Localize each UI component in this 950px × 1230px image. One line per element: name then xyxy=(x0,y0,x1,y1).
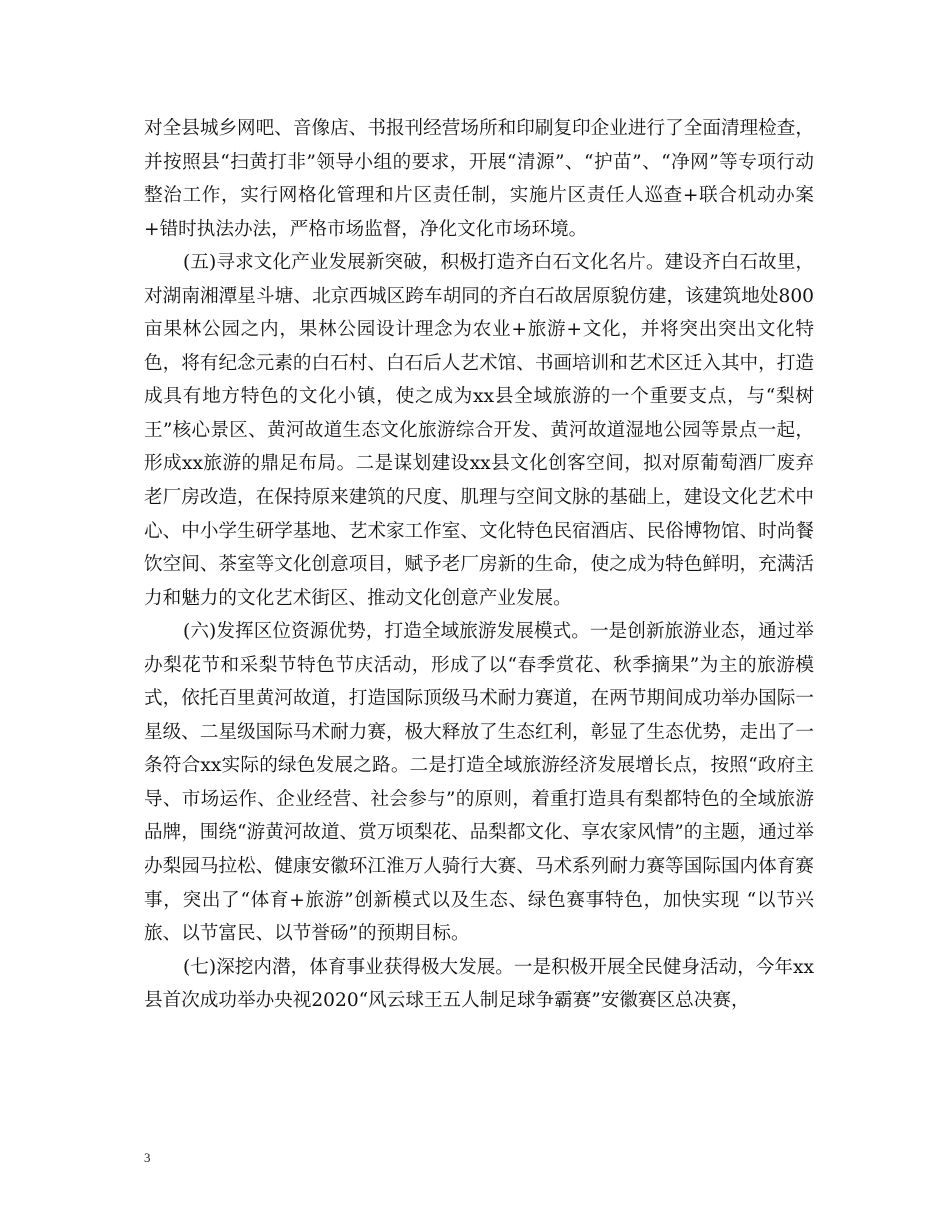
paragraph-1: 对全县城乡网吧、音像店、书报刊经营场所和印刷复印企业进行了全面清理检查，并按照县“扫黄打非”领导小组的要求，开展“清源”、“护苗”、“净网”等专项行动整治工作，实行网格化管理和片区责任制，实施片区责任人巡查+联合机动办案+错时执法办法，严格市场监督，净化文化市场环境。 xyxy=(144,118,814,240)
page-number: 3 xyxy=(144,1150,151,1165)
document-body xyxy=(144,112,814,1018)
paragraph-3: (六)发挥区位资源优势，打造全域旅游发展模式。一是创新旅游业态，通过举办梨花节和采梨节特色节庆活动，形成了以“春季赏花、秋季摘果”为主的旅游模式，依托百里黄河故道，打造国际顶级马术耐力赛道，在两节期间成功举办国际一星级、二星级国际马术耐力赛，极大释放了生态红利，彰显了生态优势，走出了一条符合xx实际的绿色发展之路。二是打造全域旅游经济发展增长点，按照“政府主导、市场运作、企业经营、社会参与”的原则，着重打造具有梨都特色的全域旅游品牌，围绕“游黄河故道、赏万顷梨花、品梨都文化、享农家风情”的主题，通过举办梨园马拉松、健康安徽环江淮万人骑行大赛、马术系列耐力赛等国际国内体育赛事，突出了“体育+旅游”创新模式以及生态、绿色赛事特色，加快实现 “以节兴旅、以节富民、以节誉砀”的预期目标。 xyxy=(144,621,814,945)
paragraph-2: (五)寻求文化产业发展新突破，积极打造齐白石文化名片。建设齐白石故里，对湖南湘潭星斗塘、北京西城区跨车胡同的齐白石故居原貌仿建，该建筑地处800亩果林公园之内，果林公园设计理念为农业+旅游+文化，并将突出突出文化特色，将有纪念元素的白石村、白石后人艺术馆、书画培训和艺术区迁入其中，打造成具有地方特色的文化小镇，使之成为xx县全域旅游的一个重要支点，与“梨树王”核心景区、黄河故道生态文化旅游综合开发、黄河故道湿地公园等景点一起，形成xx旅游的鼎足布局。二是谋划建设xx县文化创客空间，拟对原葡萄酒厂废弃老厂房改造，在保持原来建筑的尺度、肌理与空间文脉的基础上，建设文化艺术中心、中小学生研学基地、艺术家工作室、文化特色民宿酒店、民俗博物馆、时尚餐饮空间、茶室等文化创意项目，赋予老厂房新的生命，使之成为特色鲜明，充满活力和魅力的文化艺术街区、推动文化创意产业发展。 xyxy=(144,252,814,609)
paragraph-4: (七)深挖内潜，体育事业获得极大发展。一是积极开展全民健身活动，今年xx县首次成功举办央视2020“风云球王五人制足球争霸赛”安徽赛区总决赛， xyxy=(144,956,814,1012)
